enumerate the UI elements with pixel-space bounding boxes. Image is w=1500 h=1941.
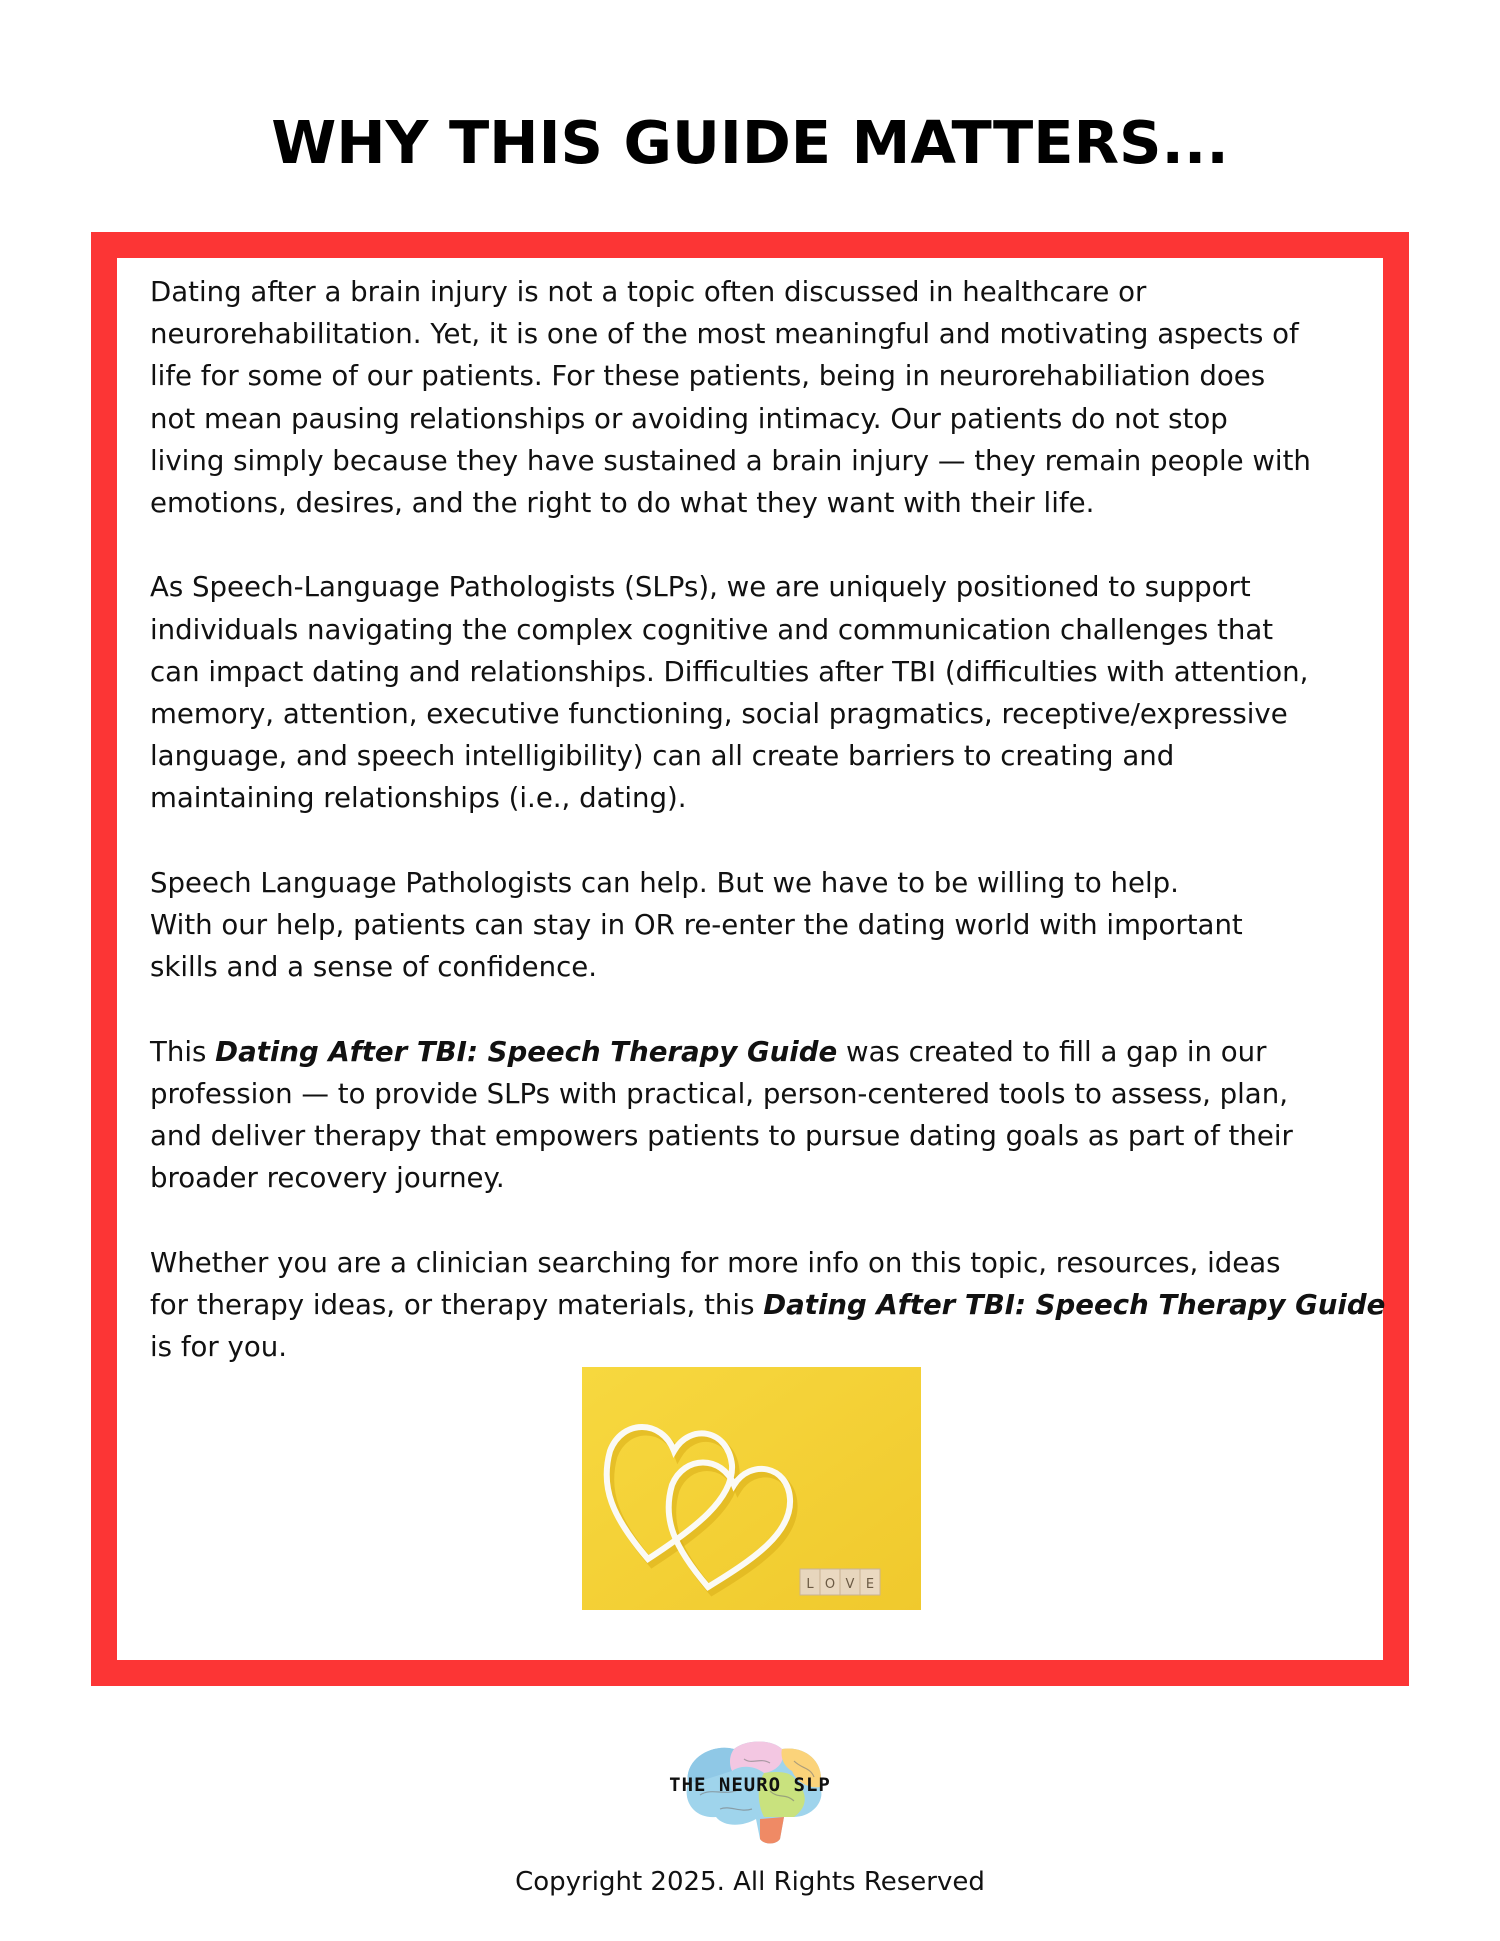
text-line: language, and speech intelligibility) can all create barriers to creating and	[150, 739, 1175, 773]
text-line	[150, 1284, 1386, 1326]
text-line: Dating after a brain injury is not a topic often discussed in healthcare or	[150, 275, 1147, 308]
copyright-footer: Copyright 2025. All Rights Reserved	[515, 1867, 985, 1897]
love-block-letter: E	[865, 1577, 875, 1592]
paragraph-slp-role	[150, 566, 1360, 819]
love-block-letter: O	[824, 1577, 836, 1592]
paragraph-guide-purpose	[150, 1031, 1360, 1200]
love-blocks	[800, 1569, 880, 1595]
text-line: Whether you are a clinician searching for more info on this topic, resources, ideas	[150, 1245, 1281, 1279]
logo-text: THE NEURO SLP	[669, 1774, 831, 1796]
text-segment: This	[150, 1034, 216, 1068]
paragraph-intro	[150, 271, 1360, 524]
text-line: As Speech-Language Pathologists (SLPs), we are uniquely positioned to support	[150, 570, 1251, 604]
text-segment: for therapy ideas, or therapy materials, this	[150, 1287, 764, 1321]
body-text	[150, 271, 1386, 1368]
text-line: neurorehabilitation. Yet, it is one of the most meaningful and motivating aspects of	[150, 317, 1299, 351]
hearts-love-photo	[582, 1367, 921, 1610]
text-line: individuals navigating the complex cognitive and communication challenges that	[150, 612, 1274, 646]
text-line: life for some of our patients. For these patients, being in neurorehabiliation does	[150, 359, 1266, 393]
text-line: profession — to provide SLPs with practical, person-centered tools to assess, plan,	[150, 1076, 1288, 1110]
paragraph-audience	[150, 1242, 1386, 1369]
love-block-letter: L	[806, 1577, 814, 1592]
text-segment: was created to fill a gap in our	[837, 1034, 1267, 1068]
neuro-slp-logo	[660, 1735, 840, 1853]
guide-title-emphasis: Dating After TBI: Speech Therapy Guide	[763, 1287, 1386, 1321]
text-line: memory, attention, executive functioning, social pragmatics, receptive/expressive	[150, 697, 1288, 731]
text-line: and deliver therapy that empowers patients to pursue dating goals as part of their	[150, 1119, 1293, 1153]
text-line: skills and a sense of confidence.	[150, 950, 598, 984]
page-title: WHY THIS GUIDE MATTERS...	[271, 108, 1229, 177]
text-line: With our help, patients can stay in OR re-enter the dating world with important	[150, 908, 1243, 942]
paragraph-help	[150, 862, 1360, 989]
text-line: can impact dating and relationships. Difficulties after TBI (difficulties with attention,	[150, 654, 1309, 688]
text-line: emotions, desires, and the right to do what they want with their life.	[150, 486, 1095, 520]
text-line: broader recovery journey.	[150, 1161, 505, 1195]
text-line	[150, 1031, 1360, 1073]
text-line: Speech Language Pathologists can help. But we have to be willing to help.	[150, 865, 1179, 899]
text-line: living simply because they have sustained a brain injury — they remain people with	[150, 443, 1311, 477]
guide-title-emphasis: Dating After TBI: Speech Therapy Guide	[215, 1034, 838, 1068]
text-line: not mean pausing relationships or avoiding intimacy. Our patients do not stop	[150, 401, 1228, 435]
text-line: is for you.	[150, 1330, 287, 1364]
love-block-letter: V	[845, 1577, 855, 1592]
text-line: maintaining relationships (i.e., dating).	[150, 781, 687, 815]
